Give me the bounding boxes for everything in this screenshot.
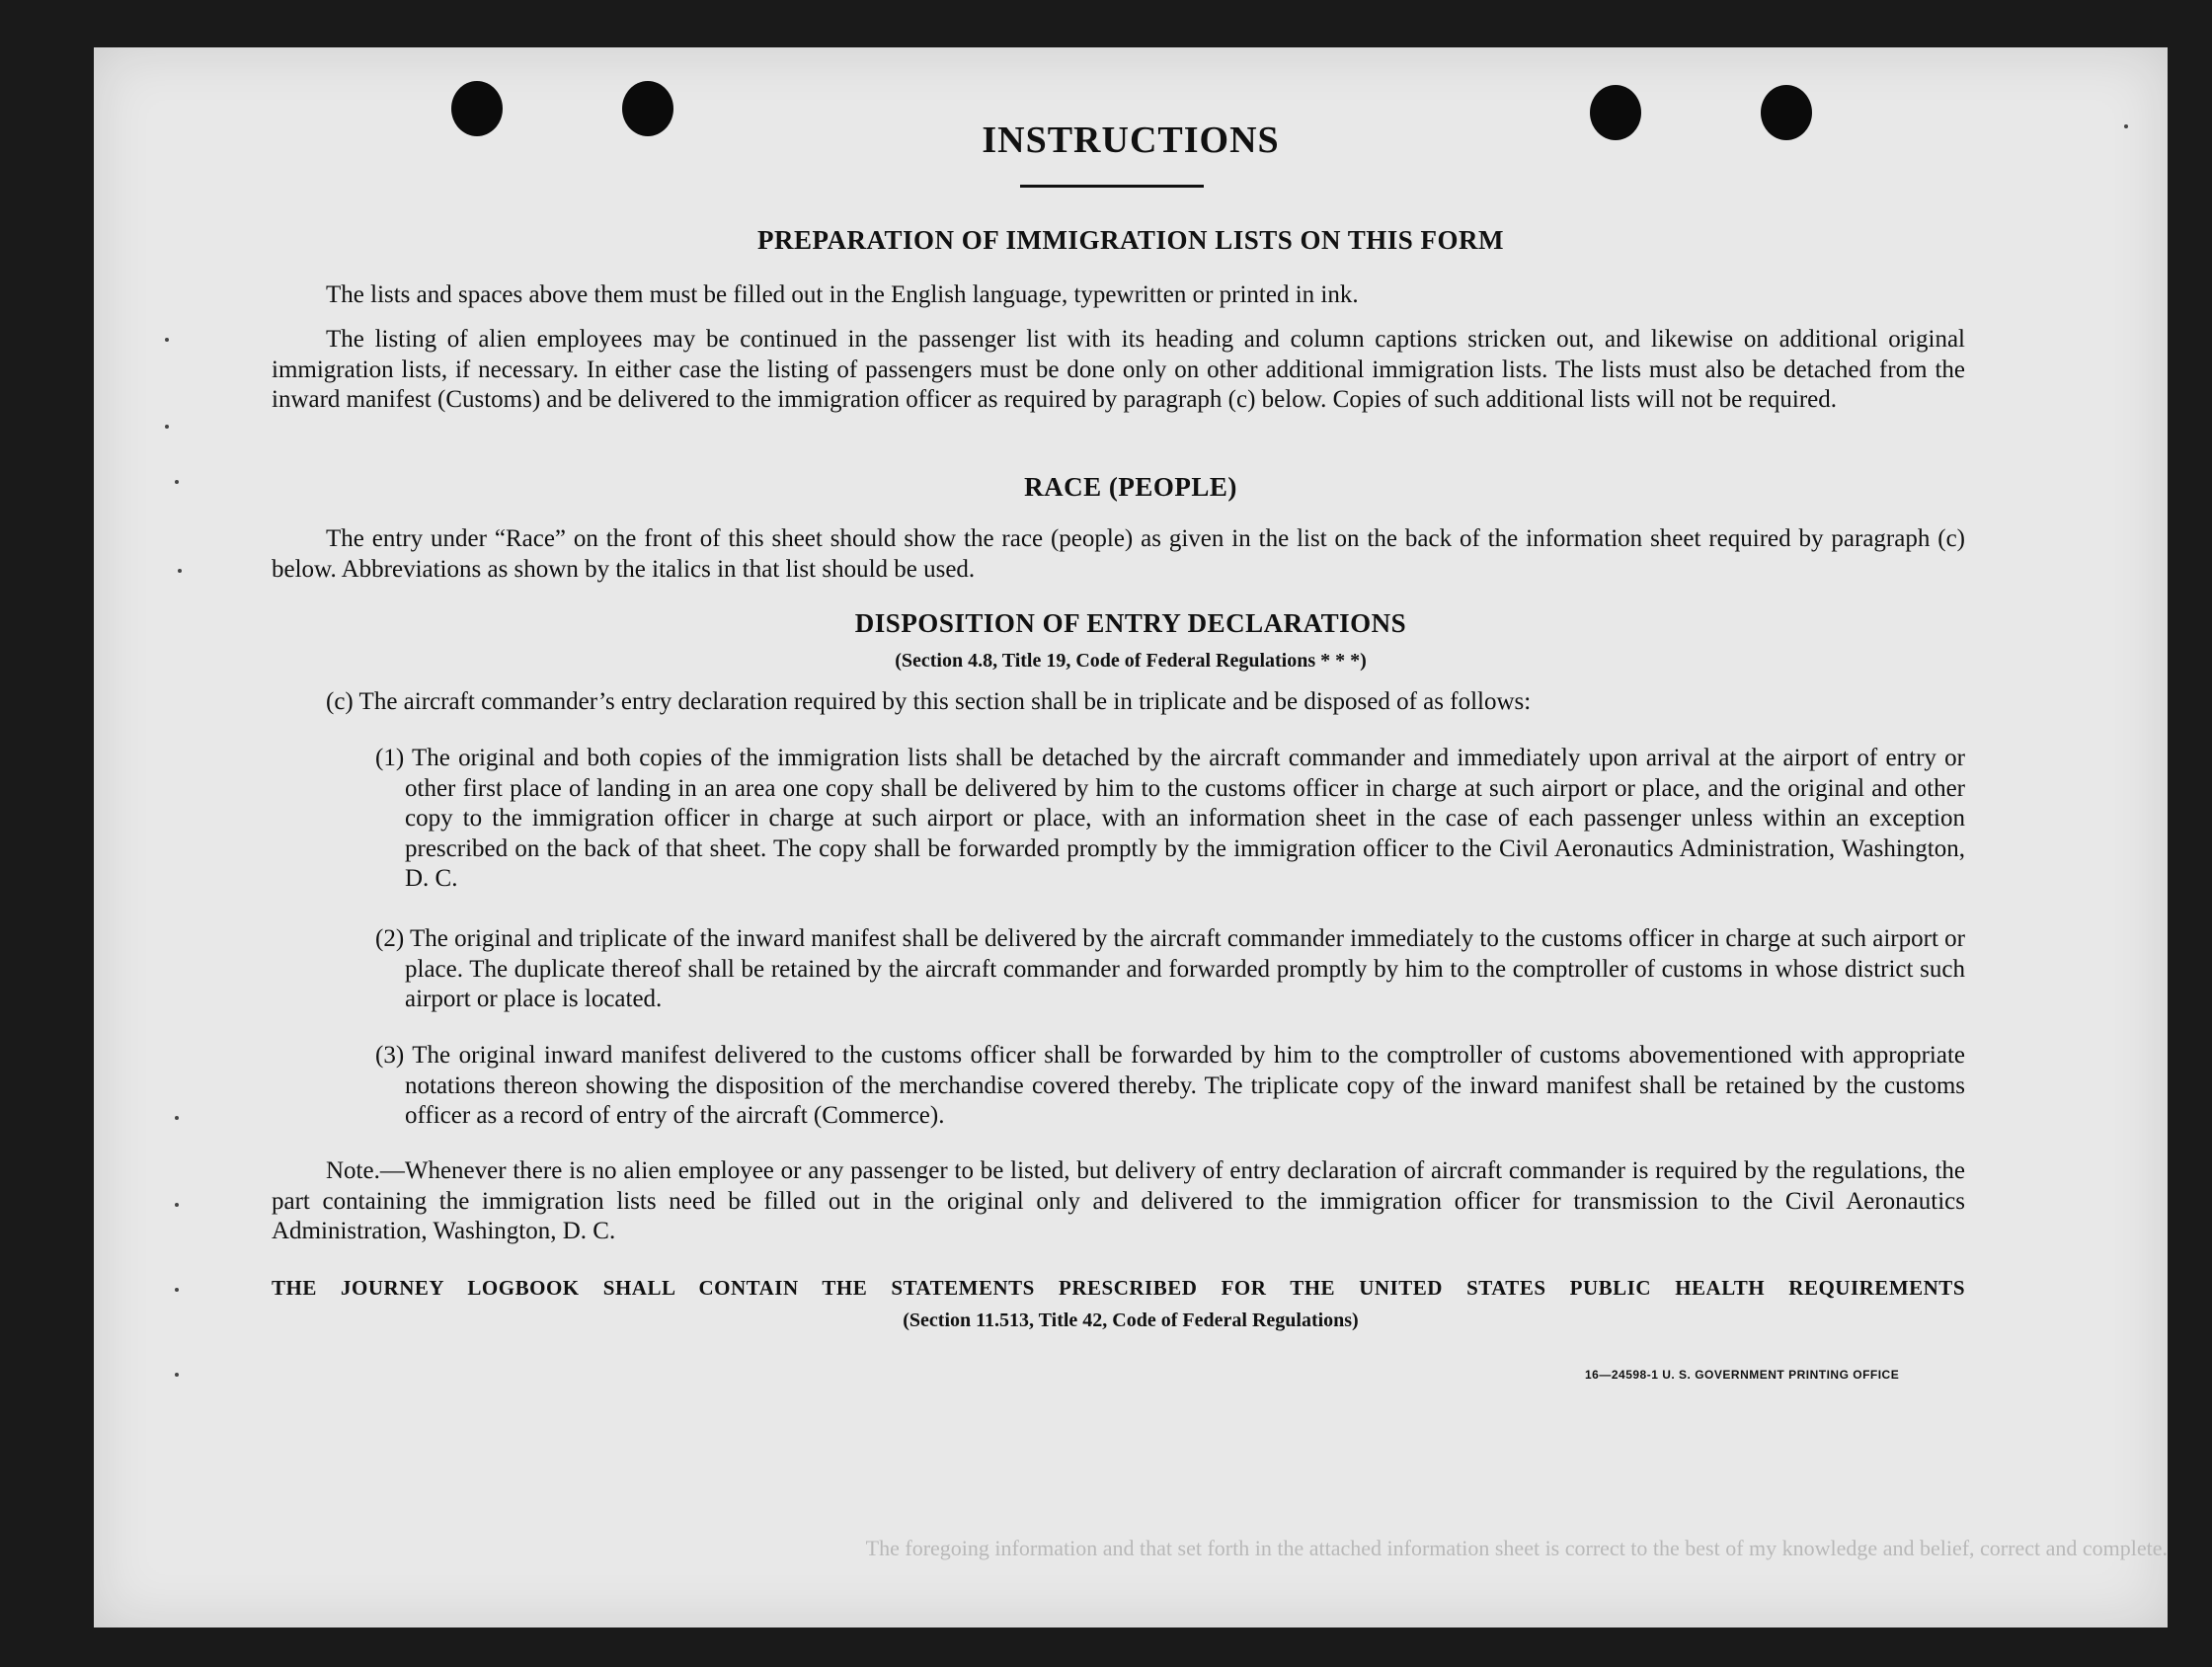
speck — [175, 1373, 179, 1377]
health-requirements-line: THE JOURNEY LOGBOOK SHALL CONTAIN THE STATEMENTS PRESCRIBED FOR THE UNITED STATES PUBLIC HEALTH REQUIREMENTS — [272, 1276, 1965, 1300]
bleed-through-text: The foregoing information and that set forth in the attached information sheet is correct to the best of my knowledge and belief, correct and complete. — [865, 1536, 2168, 1560]
disposition-item-3: (3) The original inward manifest delivered to the customs officer shall be forwarded by him to the comptroller of customs abovementioned with appropriate notations thereon showing the disposition of the merchandise covered thereby. The triplicate copy of the inward manifest shall be retained by the customs officer as a record of entry of the aircraft (Commerce). — [375, 1042, 1965, 1129]
speck — [175, 1116, 179, 1120]
section-heading-disposition: DISPOSITION OF ENTRY DECLARATIONS — [854, 608, 1407, 638]
disposition-paragraph-c: (c) The aircraft commander’s entry declaration required by this section shall be in triplicate and be disposed of as follows: — [326, 688, 1532, 715]
race-paragraph: The entry under “Race” on the front of this sheet should show the race (people) as given in the list on the back of the information sheet required by paragraph (c) below. Abbreviations as shown by the italics in that list should be used. — [272, 525, 1965, 583]
title-underline — [1020, 185, 1204, 188]
speck — [165, 425, 169, 429]
page-title: INSTRUCTIONS — [982, 119, 1280, 161]
health-citation: (Section 11.513, Title 42, Code of Federal Regulations) — [903, 1310, 1359, 1331]
speck — [165, 338, 169, 342]
speck — [175, 1288, 179, 1292]
speck — [178, 569, 182, 573]
preparation-paragraph-2: The listing of alien employees may be continued in the passenger list with its heading and column captions stricken out, and likewise on additional original immigration lists, if necessary. In either case the listing of passengers must be done only on other additional immigration lists. The lists must also be detached from the inward manifest (Customs) and be delivered to the immigration officer as required by paragraph (c) below. Copies of such additional lists will not be required. — [272, 326, 1965, 413]
disposition-item-2: (2) The original and triplicate of the inward manifest shall be delivered by the aircraft commander immediately to the customs officer in charge at such airport or place. The duplicate thereof shall be retained by the aircraft commander and forwarded promptly by him to the comptroller of customs in whose district such airport or place is located. — [375, 925, 1965, 1012]
document-page — [94, 47, 2168, 1627]
section-heading-preparation: PREPARATION OF IMMIGRATION LISTS ON THIS FORM — [756, 225, 1505, 255]
printing-office-code: 16—24598-1 U. S. GOVERNMENT PRINTING OFFICE — [1585, 1368, 1900, 1382]
note-paragraph: Note.—Whenever there is no alien employee or any passenger to be listed, but delivery of entry declaration of aircraft commander is required by the regulations, the part containing the immigration lists need be filled out in the original only and delivered to the immigration officer for transmission to the Civil Aeronautics Administration, Washington, D. C. — [272, 1157, 1965, 1244]
preparation-paragraph-1: The lists and spaces above them must be filled out in the English language, typewritten or printed in ink. — [326, 281, 1359, 308]
disposition-citation: (Section 4.8, Title 19, Code of Federal Regulations * * *) — [895, 650, 1367, 672]
disposition-item-1: (1) The original and both copies of the immigration lists shall be detached by the aircraft commander and immediately upon arrival at the airport of entry or other first place of landing in an area one copy shall be delivered by him to the customs officer in charge at such airport or place, and the original and other copy to the immigration officer in charge at such airport or place, with an information sheet in the case of each passenger unless within an exception prescribed on the back of that sheet. The copy shall be forwarded promptly by the immigration officer to the Civil Aeronautics Administration, Washington, D. C. — [375, 745, 1965, 892]
speck — [175, 1203, 179, 1207]
section-heading-race: RACE (PEOPLE) — [1024, 472, 1237, 502]
